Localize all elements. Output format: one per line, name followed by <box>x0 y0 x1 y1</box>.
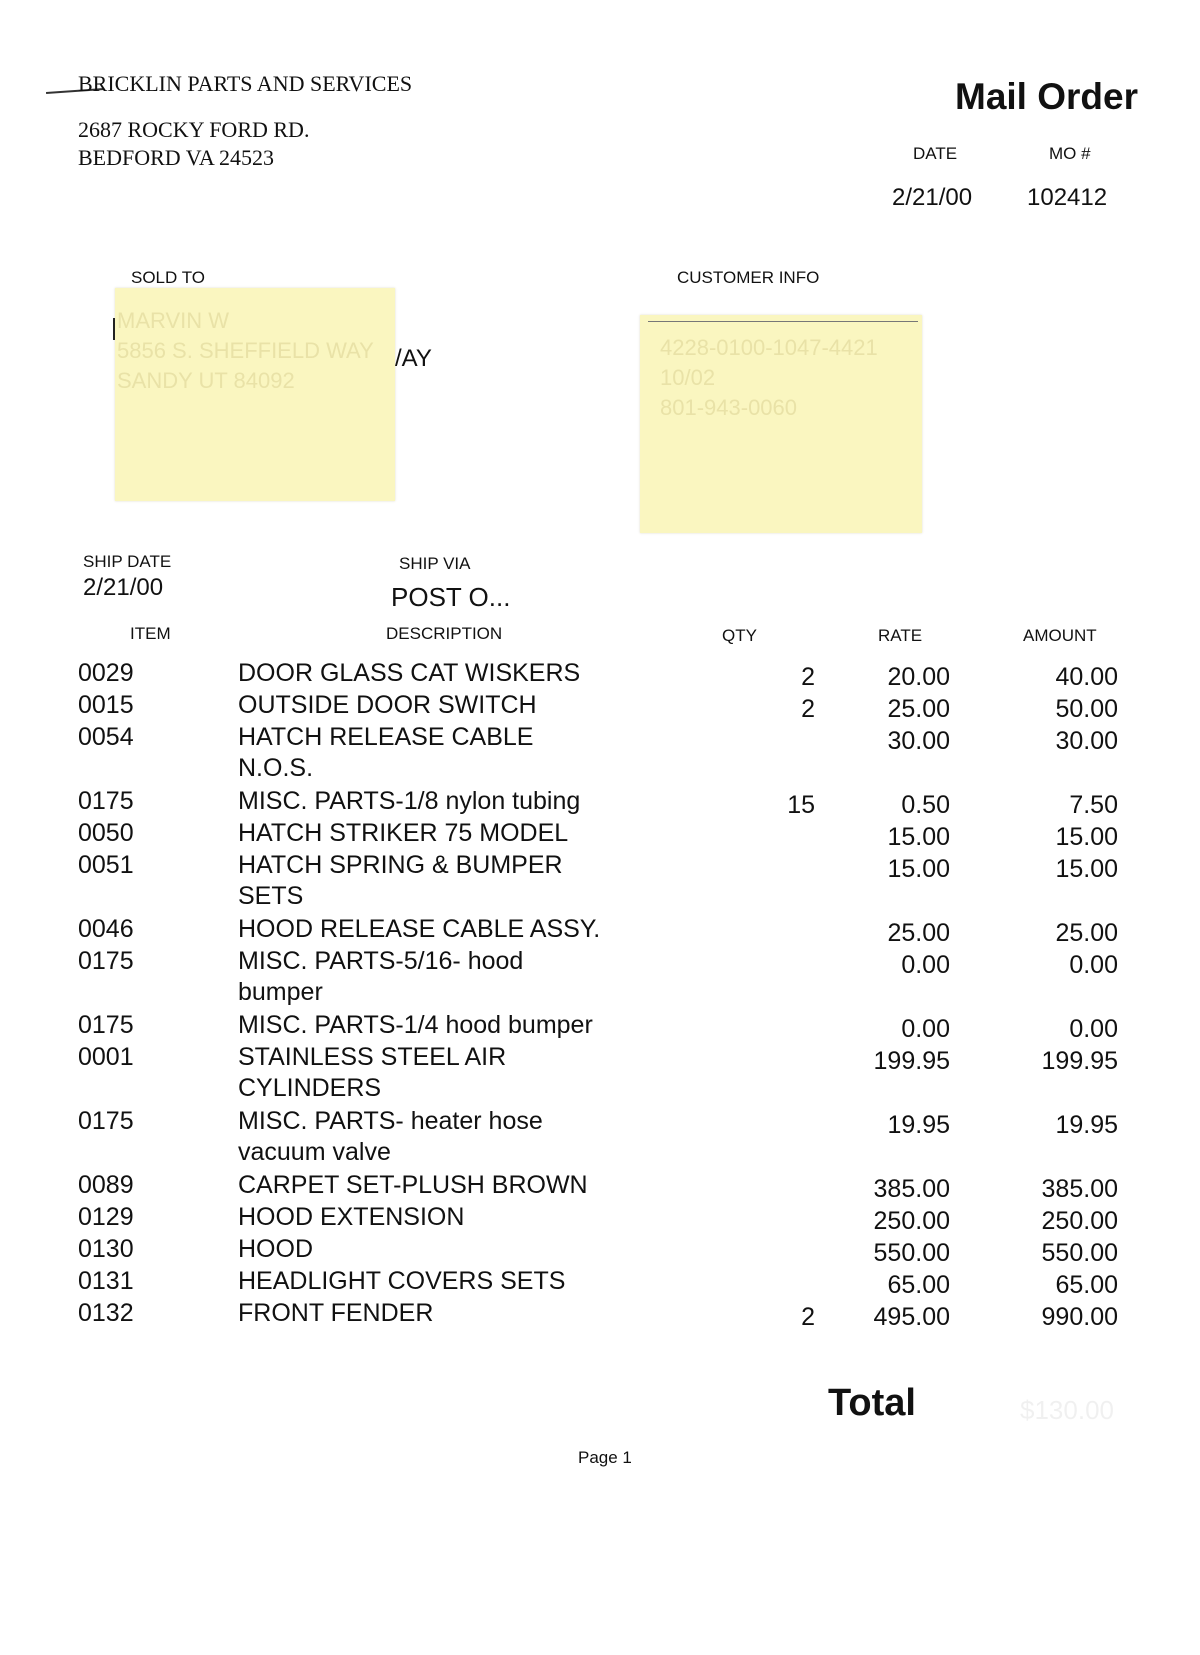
sticky-note-customer-info <box>640 315 922 533</box>
item-description: STAINLESS STEEL AIR CYLINDERS <box>238 1043 507 1102</box>
item-amount: 7.50 <box>1069 791 1118 819</box>
sold-to-label: SOLD TO <box>131 268 206 287</box>
item-rate: 19.95 <box>887 1111 950 1139</box>
item-description: MISC. PARTS-1/8 nylon tubing <box>238 787 581 815</box>
text-cursor-mark <box>113 318 115 340</box>
item-amount: 0.00 <box>1069 951 1118 979</box>
column-header-item: ITEM <box>130 624 171 643</box>
item-description: HOOD <box>238 1235 313 1263</box>
date-label: DATE <box>913 144 958 163</box>
item-rate: 25.00 <box>887 919 950 947</box>
company-address-line1: 2687 ROCKY FORD RD. <box>78 117 310 142</box>
item-amount: 65.00 <box>1055 1271 1118 1299</box>
item-amount: 30.00 <box>1055 727 1118 755</box>
item-amount: 199.95 <box>1041 1047 1118 1075</box>
item-rate: 385.00 <box>873 1175 950 1203</box>
item-description: DOOR GLASS CAT WISKERS <box>238 659 581 687</box>
item-rate: 15.00 <box>887 855 950 883</box>
item-number: 0175 <box>78 1011 134 1039</box>
ship-date-label: SHIP DATE <box>83 552 172 571</box>
item-number: 0129 <box>78 1203 134 1231</box>
item-qty: 2 <box>801 663 815 691</box>
item-number: 0132 <box>78 1299 134 1327</box>
item-amount: 550.00 <box>1041 1239 1118 1267</box>
item-description: CARPET SET-PLUSH BROWN <box>238 1171 588 1199</box>
ship-via-label: SHIP VIA <box>399 554 471 573</box>
item-description: HOOD EXTENSION <box>238 1203 465 1231</box>
item-amount: 0.00 <box>1069 1015 1118 1043</box>
item-amount: 19.95 <box>1055 1111 1118 1139</box>
item-amount: 250.00 <box>1041 1207 1118 1235</box>
item-rate: 250.00 <box>873 1207 950 1235</box>
customer-info-redacted-line1: 4228-0100-1047-4421 <box>660 335 878 360</box>
company-address-line2: BEDFORD VA 24523 <box>78 145 275 170</box>
item-description: HEADLIGHT COVERS SETS <box>238 1267 566 1295</box>
item-amount: 25.00 <box>1055 919 1118 947</box>
item-description: MISC. PARTS- heater hose vacuum valve <box>238 1107 543 1166</box>
item-rate: 0.00 <box>901 951 950 979</box>
customer-info-label: CUSTOMER INFO <box>677 268 820 287</box>
item-description: FRONT FENDER <box>238 1299 434 1327</box>
item-number: 0001 <box>78 1043 134 1071</box>
item-amount: 385.00 <box>1041 1175 1118 1203</box>
column-header-qty: QTY <box>722 626 757 645</box>
item-description: HOOD RELEASE CABLE ASSY. <box>238 915 601 943</box>
item-amount: 990.00 <box>1041 1303 1118 1331</box>
page-number: Page 1 <box>578 1448 632 1467</box>
item-rate: 65.00 <box>887 1271 950 1299</box>
sold-to-redacted-line1: MARVIN W <box>117 308 230 333</box>
item-amount: 15.00 <box>1055 855 1118 883</box>
item-number: 0175 <box>78 1107 134 1135</box>
mo-number-label: MO # <box>1049 144 1091 163</box>
item-rate: 495.00 <box>873 1303 950 1331</box>
column-header-description: DESCRIPTION <box>386 624 503 643</box>
item-description: OUTSIDE DOOR SWITCH <box>238 691 537 719</box>
item-rate: 15.00 <box>887 823 950 851</box>
customer-info-rule <box>648 321 918 322</box>
sticky-note-sold-to <box>115 288 395 501</box>
item-number: 0131 <box>78 1267 134 1295</box>
column-header-amount: AMOUNT <box>1023 626 1097 645</box>
sold-to-redacted-line2: 5856 S. SHEFFIELD WAY <box>117 338 374 363</box>
item-number: 0051 <box>78 851 134 879</box>
ship-date-value: 2/21/00 <box>83 574 164 601</box>
item-description: HATCH STRIKER 75 MODEL <box>238 819 569 847</box>
item-number: 0050 <box>78 819 134 847</box>
item-qty: 2 <box>801 695 815 723</box>
item-rate: 25.00 <box>887 695 950 723</box>
item-description: HATCH SPRING & BUMPER SETS <box>238 851 563 910</box>
item-number: 0130 <box>78 1235 134 1263</box>
item-qty: 15 <box>787 791 815 819</box>
document-title: Mail Order <box>955 76 1138 117</box>
sold-to-visible-fragment: /AY <box>395 345 432 372</box>
column-header-rate: RATE <box>878 626 923 645</box>
item-rate: 199.95 <box>873 1047 950 1075</box>
item-rate: 0.50 <box>901 791 950 819</box>
item-rate: 20.00 <box>887 663 950 691</box>
mo-number: 102412 <box>1027 184 1108 211</box>
item-number: 0175 <box>78 947 134 975</box>
faint-total-amount: $130.00 <box>1020 1395 1114 1425</box>
ship-via-value: POST O... <box>391 582 511 612</box>
item-amount: 50.00 <box>1055 695 1118 723</box>
item-number: 0089 <box>78 1171 134 1199</box>
item-amount: 15.00 <box>1055 823 1118 851</box>
customer-info-redacted-line3: 801-943-0060 <box>660 395 798 420</box>
customer-info-redacted-line2: 10/02 <box>660 365 716 390</box>
item-description: HATCH RELEASE CABLE N.O.S. <box>238 723 534 782</box>
item-number: 0175 <box>78 787 134 815</box>
item-number: 0054 <box>78 723 134 751</box>
item-rate: 30.00 <box>887 727 950 755</box>
item-amount: 40.00 <box>1055 663 1118 691</box>
item-description: MISC. PARTS-1/4 hood bumper <box>238 1011 593 1039</box>
item-qty: 2 <box>801 1303 815 1331</box>
total-label: Total <box>828 1382 916 1424</box>
item-number: 0015 <box>78 691 134 719</box>
item-rate: 550.00 <box>873 1239 950 1267</box>
item-number: 0046 <box>78 915 134 943</box>
company-name: BRICKLIN PARTS AND SERVICES <box>78 71 413 96</box>
item-rate: 0.00 <box>901 1015 950 1043</box>
item-number: 0029 <box>78 659 134 687</box>
order-date: 2/21/00 <box>892 184 973 211</box>
sold-to-redacted-line3: SANDY UT 84092 <box>117 368 295 393</box>
item-description: MISC. PARTS-5/16- hood bumper <box>238 947 524 1006</box>
